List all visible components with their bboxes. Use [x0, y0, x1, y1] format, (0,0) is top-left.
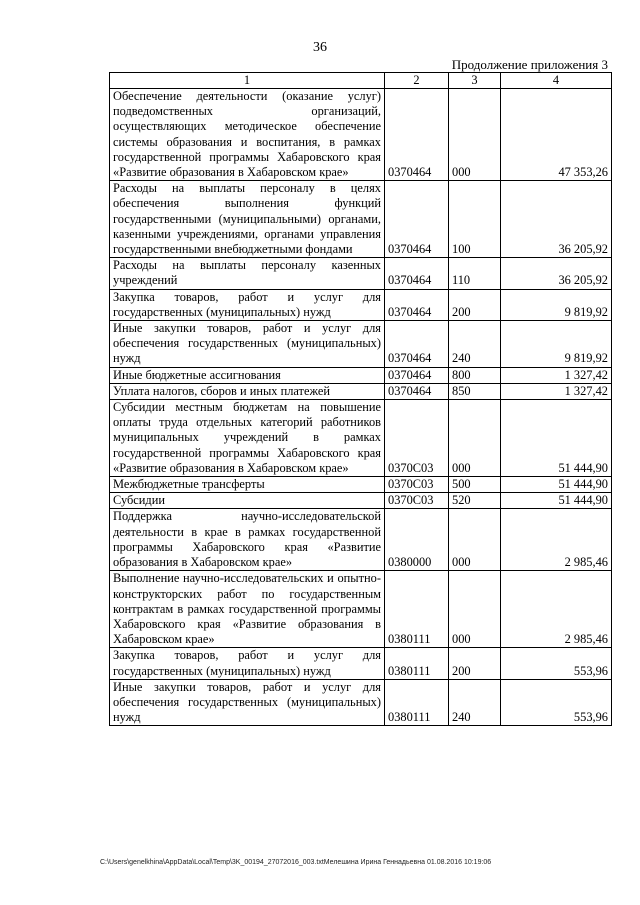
row-code-cell: 0370464 — [385, 289, 449, 320]
row-kind-cell: 100 — [449, 181, 501, 258]
column-header-amount: 4 — [501, 73, 612, 89]
table-row — [110, 679, 612, 726]
row-amount-cell: 9 819,92 — [501, 289, 612, 320]
row-name-cell: Закупка товаров, работ и услуг для государственных (муниципальных) нужд — [110, 648, 385, 679]
row-code-cell: 0380000 — [385, 509, 449, 571]
row-amount-cell: 51 444,90 — [501, 477, 612, 493]
row-code-cell: 0370464 — [385, 321, 449, 368]
row-amount-cell: 1 327,42 — [501, 367, 612, 383]
row-code-cell: 0380111 — [385, 679, 449, 726]
row-kind-cell: 520 — [449, 493, 501, 509]
row-kind-cell: 200 — [449, 289, 501, 320]
row-code-cell: 0370464 — [385, 383, 449, 399]
row-code-cell: 0370464 — [385, 258, 449, 289]
row-kind-cell: 000 — [449, 571, 501, 648]
row-amount-cell: 553,96 — [501, 648, 612, 679]
column-header-code: 2 — [385, 73, 449, 89]
budget-table — [109, 72, 612, 726]
row-name-cell: Обеспечение деятельности (оказание услуг) подведомственных организаций, осуществляющих методическое обеспечение системы образования и воспитания, в рамках государственной программы Хабаровского края «Развитие образования в Хабаровском крае» — [110, 89, 385, 181]
page-number: 36 — [313, 40, 327, 55]
row-name-cell: Субсидии местным бюджетам на повышение оплаты труда отдельных категорий работников муниципальных учреждений в рамках государственной программы Хабаровского края «Развитие образования в Хабаровском крае» — [110, 400, 385, 477]
table-row — [110, 258, 612, 289]
table-row — [110, 509, 612, 571]
row-name-cell: Расходы на выплаты персоналу в целях обеспечения выполнения функций государственными (муниципальными) органами, казенными учреждениями, органами управления государственными внебюджетными фондами — [110, 181, 385, 258]
table-row — [110, 383, 612, 399]
row-name-cell: Поддержка научно-исследовательской деятельности в крае в рамках государственной программы Хабаровского края «Развитие образования в Хабаровском крае» — [110, 509, 385, 571]
row-kind-cell: 000 — [449, 89, 501, 181]
row-name-cell: Закупка товаров, работ и услуг для государственных (муниципальных) нужд — [110, 289, 385, 320]
row-name-cell: Уплата налогов, сборов и иных платежей — [110, 383, 385, 399]
row-name-cell: Выполнение научно-исследовательских и опытно-конструкторских работ по государственным контрактам в рамках государственной программы Хабаровского края «Развитие образования в Хабаровском крае» — [110, 571, 385, 648]
row-name-cell: Субсидии — [110, 493, 385, 509]
row-code-cell: 0380111 — [385, 571, 449, 648]
row-kind-cell: 800 — [449, 367, 501, 383]
row-kind-cell: 110 — [449, 258, 501, 289]
row-name-cell: Иные закупки товаров, работ и услуг для обеспечения государственных (муниципальных) нужд — [110, 321, 385, 368]
row-kind-cell: 240 — [449, 321, 501, 368]
row-amount-cell: 51 444,90 — [501, 400, 612, 477]
row-code-cell: 0370464 — [385, 181, 449, 258]
table-row — [110, 181, 612, 258]
row-kind-cell: 500 — [449, 477, 501, 493]
row-kind-cell: 000 — [449, 509, 501, 571]
row-name-cell: Иные закупки товаров, работ и услуг для обеспечения государственных (муниципальных) нужд — [110, 679, 385, 726]
table-row — [110, 400, 612, 477]
table-row — [110, 367, 612, 383]
row-name-cell: Расходы на выплаты персоналу казенных учреждений — [110, 258, 385, 289]
row-kind-cell: 240 — [449, 679, 501, 726]
footer-file-path: C:\Users\genelkhina\AppData\Local\Temp\3K_00194_27072016_003.txtМелешина Ирина Геннадьевна 01.08.2016 10:19:06 — [100, 859, 492, 866]
table-row — [110, 477, 612, 493]
row-code-cell: 0370С03 — [385, 493, 449, 509]
table-header-row — [110, 73, 612, 89]
row-code-cell: 0370С03 — [385, 400, 449, 477]
column-header-kind: 3 — [449, 73, 501, 89]
appendix-continuation-label: Продолжение приложения 3 — [451, 57, 608, 72]
row-amount-cell: 36 205,92 — [501, 258, 612, 289]
row-amount-cell: 47 353,26 — [501, 89, 612, 181]
row-kind-cell: 200 — [449, 648, 501, 679]
row-code-cell: 0370464 — [385, 367, 449, 383]
row-amount-cell: 36 205,92 — [501, 181, 612, 258]
row-amount-cell: 1 327,42 — [501, 383, 612, 399]
table-row — [110, 648, 612, 679]
table-row — [110, 321, 612, 368]
row-name-cell: Межбюджетные трансферты — [110, 477, 385, 493]
table-body — [110, 89, 612, 726]
row-amount-cell: 2 985,46 — [501, 571, 612, 648]
row-code-cell: 0380111 — [385, 648, 449, 679]
table-row — [110, 493, 612, 509]
row-code-cell: 0370464 — [385, 89, 449, 181]
column-header-name: 1 — [110, 73, 385, 89]
table-row — [110, 571, 612, 648]
row-amount-cell: 553,96 — [501, 679, 612, 726]
row-code-cell: 0370С03 — [385, 477, 449, 493]
row-name-cell: Иные бюджетные ассигнования — [110, 367, 385, 383]
row-amount-cell: 9 819,92 — [501, 321, 612, 368]
row-amount-cell: 2 985,46 — [501, 509, 612, 571]
table-row — [110, 89, 612, 181]
table-row — [110, 289, 612, 320]
row-amount-cell: 51 444,90 — [501, 493, 612, 509]
row-kind-cell: 000 — [449, 400, 501, 477]
row-kind-cell: 850 — [449, 383, 501, 399]
